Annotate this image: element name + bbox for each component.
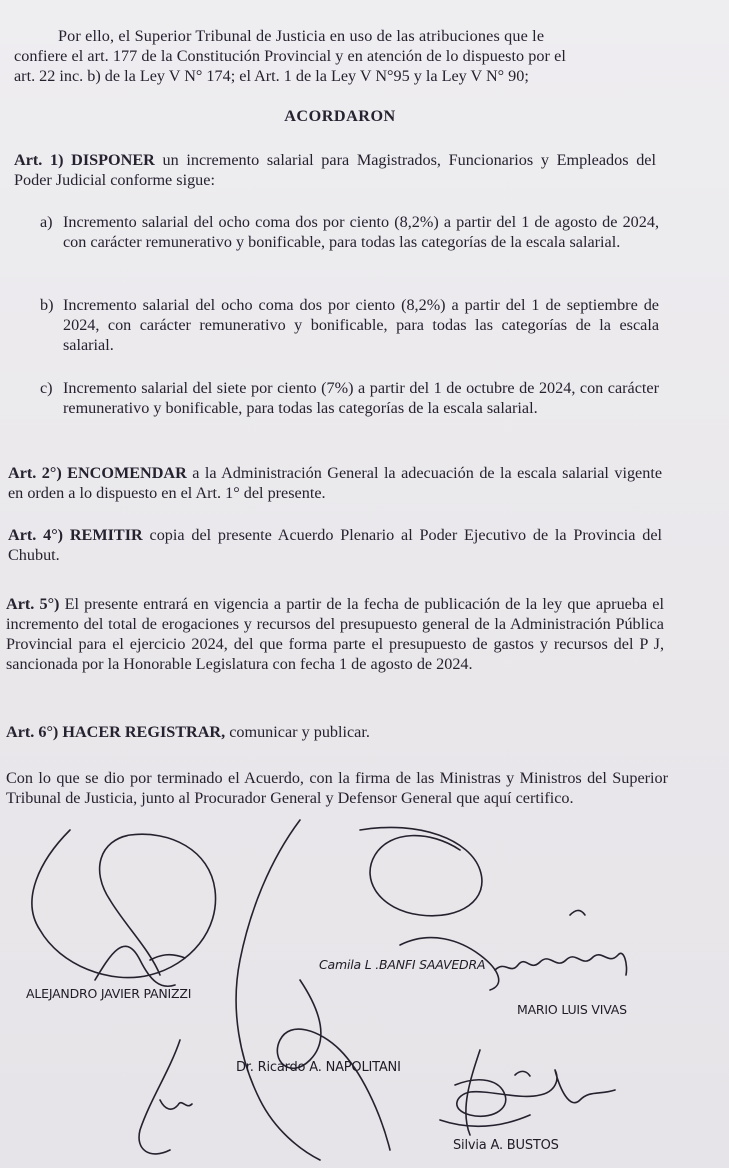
article-4-text: copia del presente Acuerdo Plenario al Poder Ejecutivo de la Provincia del Chubut.	[8, 526, 663, 564]
article-5-label: Art. 5°)	[6, 595, 60, 613]
article-6-label: Art. 6°) HACER REGISTRAR,	[6, 723, 226, 741]
signature-napolitani-name: Dr. Ricardo A. NAPOLITANI	[236, 1060, 401, 1075]
intro-line-1: Por ello, el Superior Tribunal de Justicia en uso de las atribuciones que le	[58, 27, 545, 45]
article-4-label: Art. 4°) REMITIR	[8, 526, 143, 544]
item-marker-b: b)	[40, 296, 54, 314]
signature-bustos-stroke	[455, 1050, 615, 1135]
item-marker-a: a)	[40, 213, 53, 231]
item-text-a: Incremento salarial del ocho coma dos por ciento (8,2%) a partir del 1 de agosto de 2024, con carácter remunerativo y bonificable, para todas las categorías de la escala salarial.	[63, 213, 659, 251]
article-1-label: Art. 1) DISPONER	[14, 151, 155, 169]
item-marker-c: c)	[40, 379, 53, 397]
signature-vivas-stroke	[495, 953, 627, 975]
article-2-text: a la Administración General la adecuación de la escala salarial vigente en orden a lo dispuesto en el Art. 1° del presente.	[8, 464, 663, 502]
signature-panizzi-stroke	[32, 830, 216, 978]
closing-paragraph: Con lo que se dio por terminado el Acuerdo, con la firma de las Ministras y Ministros del Superior Tribunal de Justicia, junto al Procurador General y Defensor General que aquí certifico.	[6, 769, 668, 807]
signature-panizzi-name: ALEJANDRO JAVIER PANIZZI	[26, 986, 192, 1001]
article-6-text: comunicar y publicar.	[225, 723, 370, 741]
item-text-b: Incremento salarial del ocho coma dos por ciento (8,2%) a partir del 1 de septiembre de 2024, con carácter remunerativo y bonificable, para todas las categorías de la escala salarial.	[63, 296, 659, 354]
article-2-label: Art. 2°) ENCOMENDAR	[8, 464, 187, 482]
signature-vivas-name: MARIO LUIS VIVAS	[517, 1002, 627, 1017]
article-5-text: El presente entrará en vigencia a partir de la fecha de publicación de la ley que aprueba el incremento del total de erogaciones y recursos del presupuesto general de la Administración Pública Provincial para el ejercicio 2024, del que forma parte el presupuesto de gastos y recursos del P J, sancionada por la Honorable Legislatura con fecha 1 de agosto de 2024.	[6, 595, 664, 673]
document-heading: ACORDARON	[284, 107, 396, 125]
article-1-text: un incremento salarial para Magistrados, Funcionarios y Empleados del Poder Judicial conforme sigue:	[14, 151, 656, 189]
item-text-c: Incremento salarial del siete por ciento (7%) a partir del 1 de octubre de 2024, con carácter remunerativo y bonificable, para todas las categorías de la escala salarial.	[63, 379, 659, 417]
signature-bustos-name: Silvia A. BUSTOS	[453, 1138, 559, 1153]
intro-line-2: confiere el art. 177 de la Constitución Provincial y en atención de lo dispuesto por el	[14, 47, 566, 65]
intro-line-3: art. 22 inc. b) de la Ley V N° 174; el Art. 1 de la Ley V N°95 y la Ley V N° 90;	[14, 67, 529, 85]
signature-napolitani-stroke	[236, 820, 320, 1160]
signature-saavedra-name: Camila L .BANFI SAAVEDRA	[319, 957, 486, 972]
